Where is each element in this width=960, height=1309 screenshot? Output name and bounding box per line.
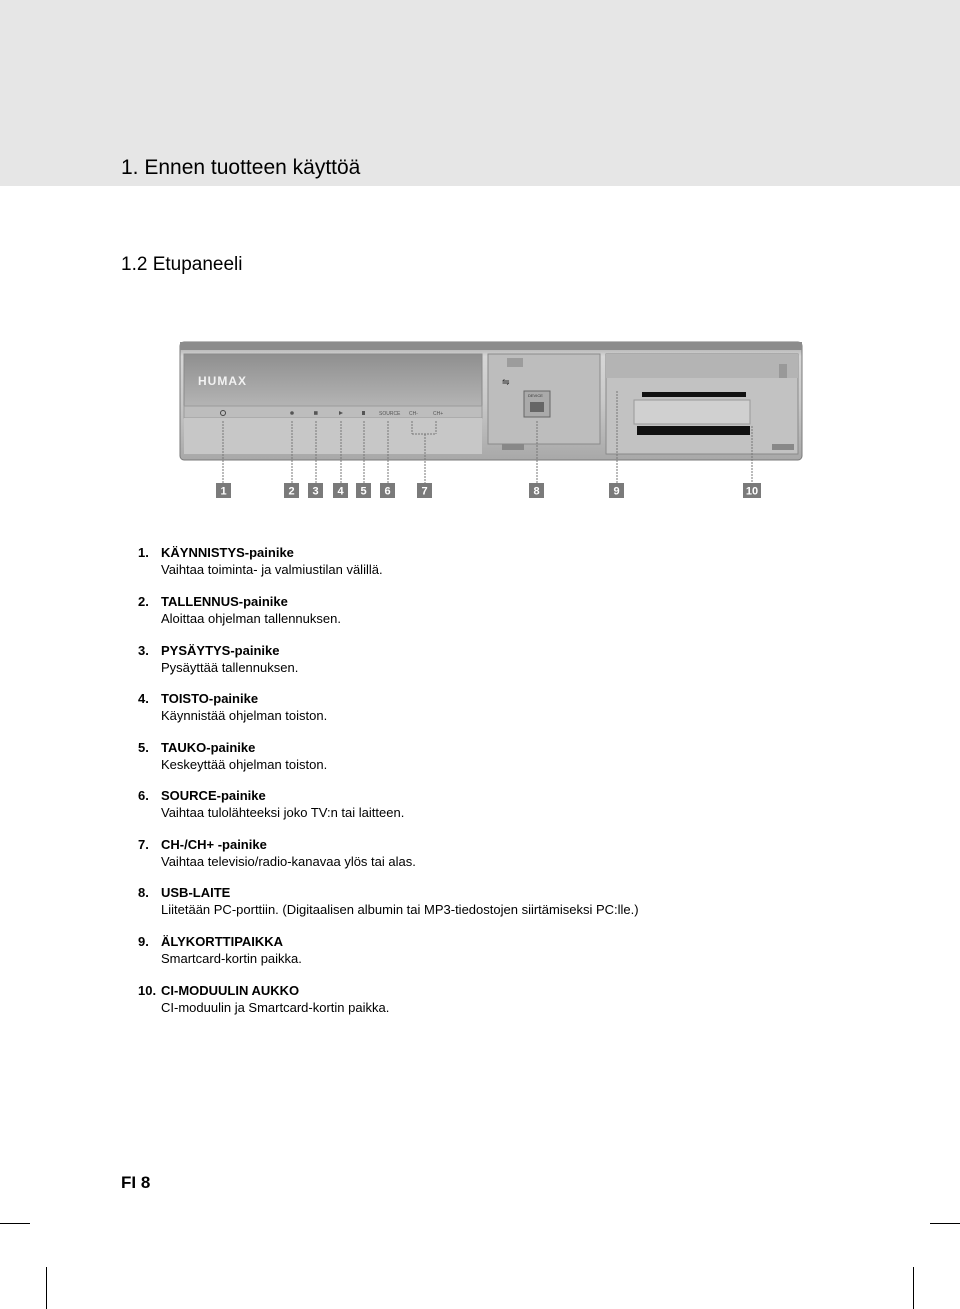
- item-number: 7.: [138, 837, 149, 852]
- item-number: 10.: [138, 983, 157, 998]
- item-name: USB-LAITE: [161, 885, 231, 900]
- item-description: Keskeyttää ohjelman toiston.: [161, 757, 328, 772]
- callout-3: 3: [312, 485, 319, 498]
- page-number: FI 8: [121, 1173, 151, 1192]
- chapter-title: 1. Ennen tuotteen käyttöä: [121, 156, 361, 179]
- item-name: TALLENNUS-painike: [161, 594, 288, 609]
- item-description: Pysäyttää tallennuksen.: [161, 660, 299, 675]
- svg-text:⇋: ⇋: [502, 377, 510, 387]
- pause-button: [362, 411, 365, 415]
- callout-7: 7: [421, 485, 428, 498]
- item-description: Käynnistää ohjelman toiston.: [161, 708, 328, 723]
- item-description: Smartcard-kortin paikka.: [161, 951, 302, 966]
- item-name: PYSÄYTYS-painike: [161, 643, 280, 658]
- callout-9: 9: [613, 485, 620, 498]
- front-panel-illustration: [172, 336, 820, 508]
- item-number: 1.: [138, 545, 149, 560]
- section-title: 1.2 Etupaneeli: [121, 254, 243, 275]
- item-number: 5.: [138, 740, 149, 755]
- callout-markers: [216, 483, 761, 498]
- item-name: CH-/CH+ -painike: [161, 837, 267, 852]
- source-label: SOURCE: [379, 411, 401, 417]
- item-name: ÄLYKORTTIPAIKKA: [161, 934, 284, 949]
- item-name: KÄYNNISTYS-painike: [161, 545, 294, 560]
- crop-mark: [930, 1223, 960, 1224]
- item-number: 3.: [138, 643, 149, 658]
- callout-10: 10: [745, 485, 759, 498]
- item-name: TOISTO-painike: [161, 691, 259, 706]
- item-number: 4.: [138, 691, 149, 706]
- item-description: Liitetään PC-porttiin. (Digitaalisen albumin tai MP3-tiedostojen siirtämiseksi PC:lle.): [161, 902, 639, 917]
- ch-minus-label: CH-: [409, 411, 418, 417]
- item-name: CI-MODUULIN AUKKO: [161, 983, 300, 998]
- item-number: 9.: [138, 934, 149, 949]
- smartcard-slot: [642, 392, 746, 397]
- item-name: TAUKO-painike: [161, 740, 256, 755]
- stop-button: [314, 411, 318, 415]
- item-description: Aloittaa ohjelman tallennuksen.: [161, 611, 341, 626]
- crop-mark: [46, 1267, 47, 1309]
- callout-5: 5: [360, 485, 367, 498]
- brand-logo: HUMAX: [198, 374, 247, 388]
- callout-2: 2: [288, 485, 295, 498]
- item-number: 2.: [138, 594, 149, 609]
- item-description: Vaihtaa toiminta- ja valmiustilan välillä.: [161, 562, 383, 577]
- item-description: CI-moduulin ja Smartcard-kortin paikka.: [161, 1000, 390, 1015]
- item-number: 6.: [138, 788, 149, 803]
- crop-mark: [913, 1267, 914, 1309]
- ci-module-slot: [637, 426, 750, 435]
- device-label: DEVICE: [528, 393, 543, 398]
- callout-6: 6: [384, 485, 391, 498]
- callout-1: 1: [220, 485, 227, 498]
- record-button: [290, 411, 294, 415]
- callout-8: 8: [533, 485, 540, 498]
- crop-mark: [0, 1223, 30, 1224]
- item-number: 8.: [138, 885, 149, 900]
- ch-plus-label: CH+: [433, 411, 444, 417]
- callout-4: 4: [337, 485, 344, 498]
- item-name: SOURCE-painike: [161, 788, 266, 803]
- item-description: Vaihtaa tulolähteeksi joko TV:n tai laitteen.: [161, 805, 405, 820]
- item-description: Vaihtaa televisio/radio-kanavaa ylös tai alas.: [161, 854, 416, 869]
